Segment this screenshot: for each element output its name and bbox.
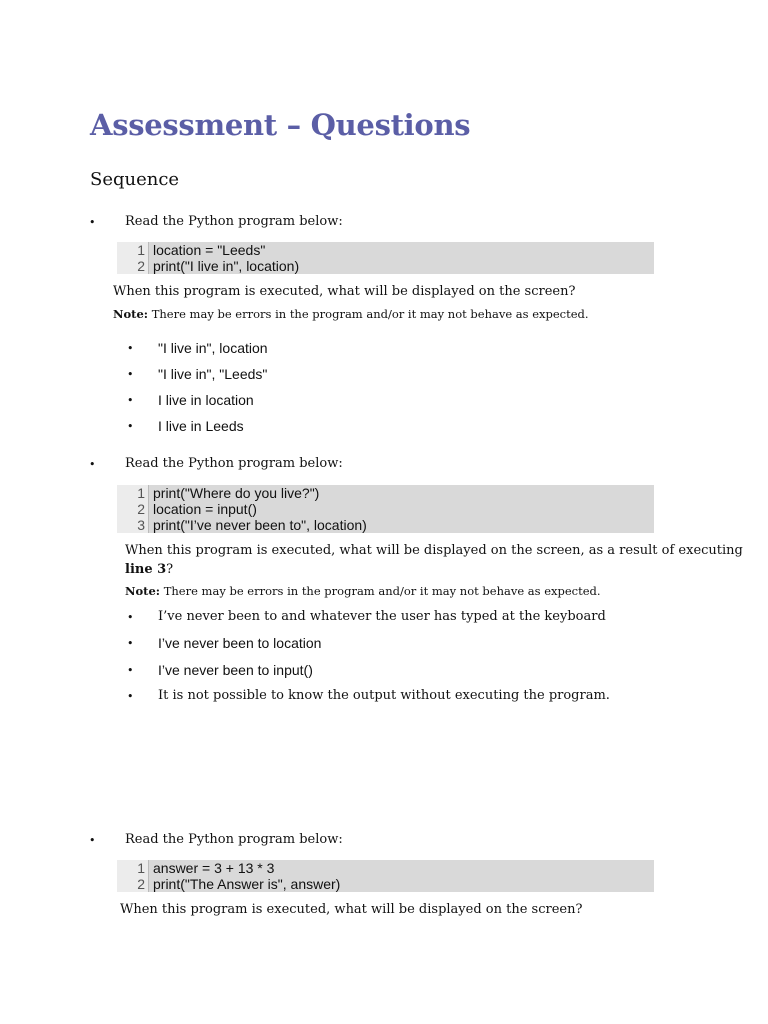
q2-code-block: [117, 485, 654, 533]
code-text: location = input(): [153, 501, 257, 517]
note-label: Note:: [125, 584, 161, 598]
code-text: print("Where do you live?"): [153, 485, 320, 501]
option-bullet: •: [127, 394, 134, 407]
bullet-marker: •: [89, 458, 96, 471]
q1-question: When this program is executed, what will be displayed on the screen?: [113, 284, 576, 299]
section-heading: Sequence: [90, 169, 180, 190]
q2-option-1: I’ve never been to and whatever the user has typed at the keyboard: [158, 609, 606, 624]
code-line: [117, 485, 654, 501]
q2-question-bold: line 3: [125, 562, 167, 577]
option-bullet: •: [127, 637, 134, 650]
code-text: print("I live in", location): [153, 258, 300, 274]
note-text: There may be errors in the program and/or it may not behave as expected.: [148, 307, 589, 321]
q2-note: [125, 584, 601, 598]
line-number: 2: [117, 876, 149, 892]
q3-stem: Read the Python program below:: [125, 832, 343, 847]
line-number: 2: [117, 258, 149, 274]
line-number: 1: [117, 242, 149, 258]
q2-option-3: I’ve never been to input(): [158, 662, 313, 678]
code-line: [117, 258, 654, 274]
q1-code-block: [117, 242, 654, 274]
q1-option-2: "I live in", "Leeds": [158, 366, 268, 382]
code-line: [117, 860, 654, 876]
code-text: print("I’ve never been to", location): [153, 517, 367, 533]
q2-question: When this program is executed, what will be displayed on the screen, as a result of executing: [125, 543, 743, 558]
option-bullet: •: [127, 664, 134, 677]
bullet-marker: •: [89, 834, 96, 847]
page-title: Assessment – Questions: [90, 108, 471, 142]
q1-note: [113, 307, 589, 321]
bullet-marker: •: [89, 216, 96, 229]
q3-question: When this program is executed, what will be displayed on the screen?: [120, 902, 583, 917]
line-number: 2: [117, 501, 149, 517]
q1-option-1: "I live in", location: [158, 340, 268, 356]
code-text: print("The Answer is", answer): [153, 876, 341, 892]
q1-option-3: I live in location: [158, 392, 254, 408]
note-text: There may be errors in the program and/or it may not behave as expected.: [160, 584, 601, 598]
q2-option-2: I’ve never been to location: [158, 635, 322, 651]
code-line: [117, 501, 654, 517]
option-bullet: •: [127, 368, 134, 381]
option-bullet: •: [127, 420, 134, 433]
q1-option-4: I live in Leeds: [158, 418, 244, 434]
line-number: 1: [117, 860, 149, 876]
q2-stem: Read the Python program below:: [125, 456, 343, 471]
option-bullet: •: [127, 611, 134, 624]
q1-stem: Read the Python program below:: [125, 214, 343, 229]
option-bullet: •: [127, 690, 134, 703]
code-line: [117, 517, 654, 533]
note-label: Note:: [113, 307, 149, 321]
code-text: location = "Leeds": [153, 242, 266, 258]
q2-option-4: It is not possible to know the output without executing the program.: [158, 688, 610, 703]
q2-question-cont: [125, 562, 173, 577]
option-bullet: •: [127, 342, 134, 355]
line-number: 3: [117, 517, 149, 533]
code-line: [117, 876, 654, 892]
code-line: [117, 242, 654, 258]
q2-question-end: ?: [166, 562, 174, 577]
line-number: 1: [117, 485, 149, 501]
code-text: answer = 3 + 13 * 3: [153, 860, 275, 876]
q3-code-block: [117, 860, 654, 892]
